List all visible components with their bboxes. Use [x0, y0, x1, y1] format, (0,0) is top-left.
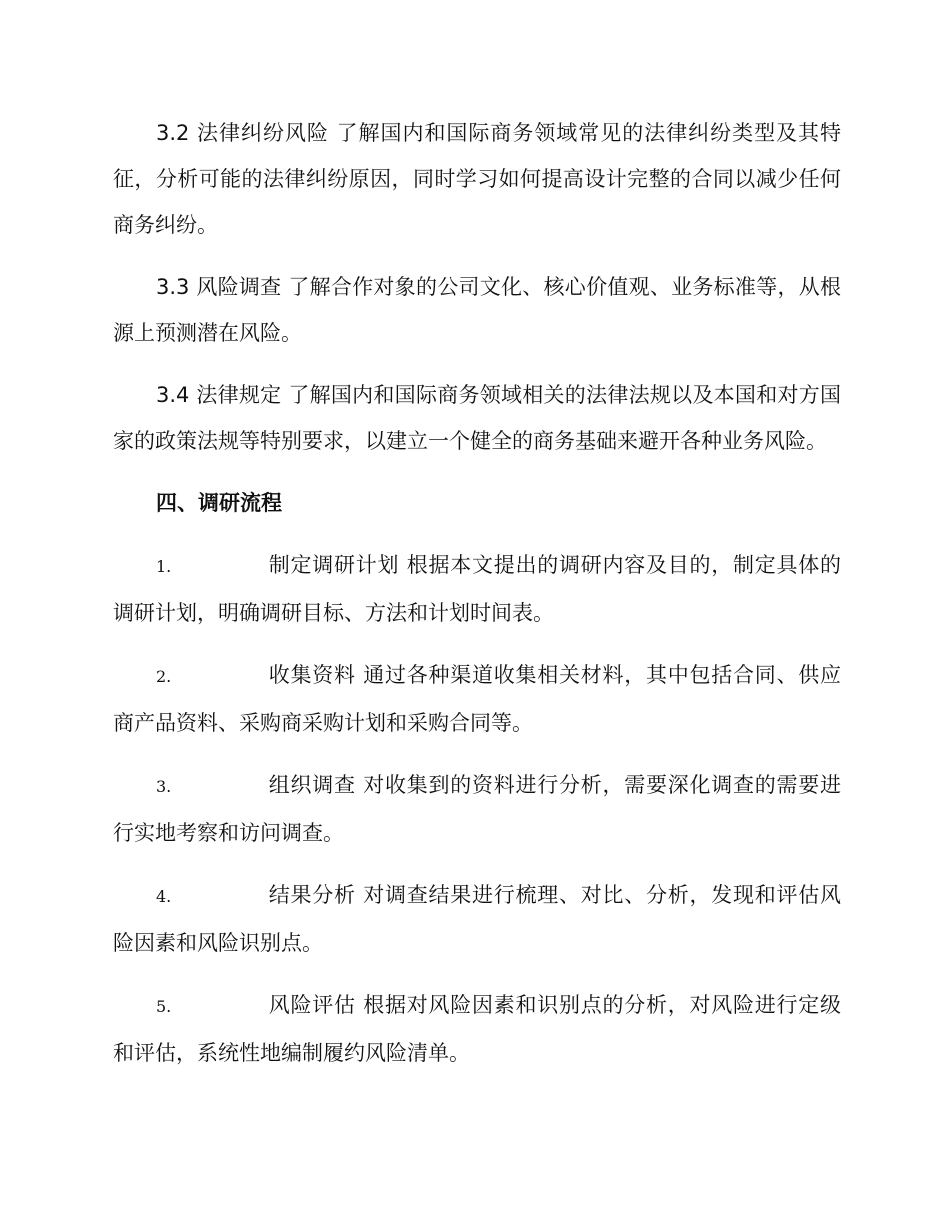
section-3-2-title: 3.2 法律纠纷风险: [156, 121, 329, 145]
step-item: [113, 982, 841, 1076]
step-item: [113, 872, 841, 966]
section-3-3-title: 3.3 风险调查: [156, 275, 282, 299]
section-3-3-body: 了解合作对象的公司文化、核心价值观、业务标准等，从根源上预测潜在风险。: [113, 275, 841, 345]
step-item: [113, 762, 841, 856]
section-3-4-title: 3.4 法律规定: [156, 383, 282, 407]
step-item: [113, 542, 841, 636]
step-number: 3.: [156, 777, 172, 796]
step-number: 4.: [156, 887, 172, 906]
section-3-2-body: 了解国内和国际商务领域常见的法律纠纷类型及其特征，分析可能的法律纠纷原因，同时学习如何提高设计完整的合同以减少任何商务纠纷。: [113, 121, 841, 237]
step-title: 组织调查: [268, 773, 356, 797]
step-body: 根据对风险因素和识别点的分析，对风险进行定级和评估，系统性地编制履约风险清单。: [113, 993, 841, 1065]
step-title: 结果分析: [268, 883, 356, 907]
step-number: 1.: [156, 557, 172, 576]
step-number: 5.: [156, 997, 172, 1016]
heading-research-process: 四、调研流程: [156, 491, 282, 515]
section-3-4: [113, 372, 841, 464]
step-title: 风险评估: [268, 993, 356, 1017]
step-body: 对收集到的资料进行分析，需要深化调查的需要进行实地考察和访问调查。: [113, 773, 841, 845]
document-body: [113, 110, 841, 1092]
step-body: 通过各种渠道收集相关材料，其中包括合同、供应商产品资料、采购商采购计划和采购合同等。: [113, 663, 841, 735]
section-3-2: [113, 110, 841, 248]
step-body: 根据本文提出的调研内容及目的，制定具体的调研计划，明确调研目标、方法和计划时间表。: [113, 553, 841, 625]
section-3-3: [113, 264, 841, 356]
step-title: 制定调研计划: [268, 553, 400, 577]
step-item: [113, 652, 841, 746]
step-title: 收集资料: [268, 663, 356, 687]
step-body: 对调查结果进行梳理、对比、分析，发现和评估风险因素和风险识别点。: [113, 883, 841, 955]
section-3-4-body: 了解国内和国际商务领域相关的法律法规以及本国和对方国家的政策法规等特别要求，以建立一个健全的商务基础来避开各种业务风险。: [113, 383, 841, 453]
step-number: 2.: [156, 667, 172, 686]
